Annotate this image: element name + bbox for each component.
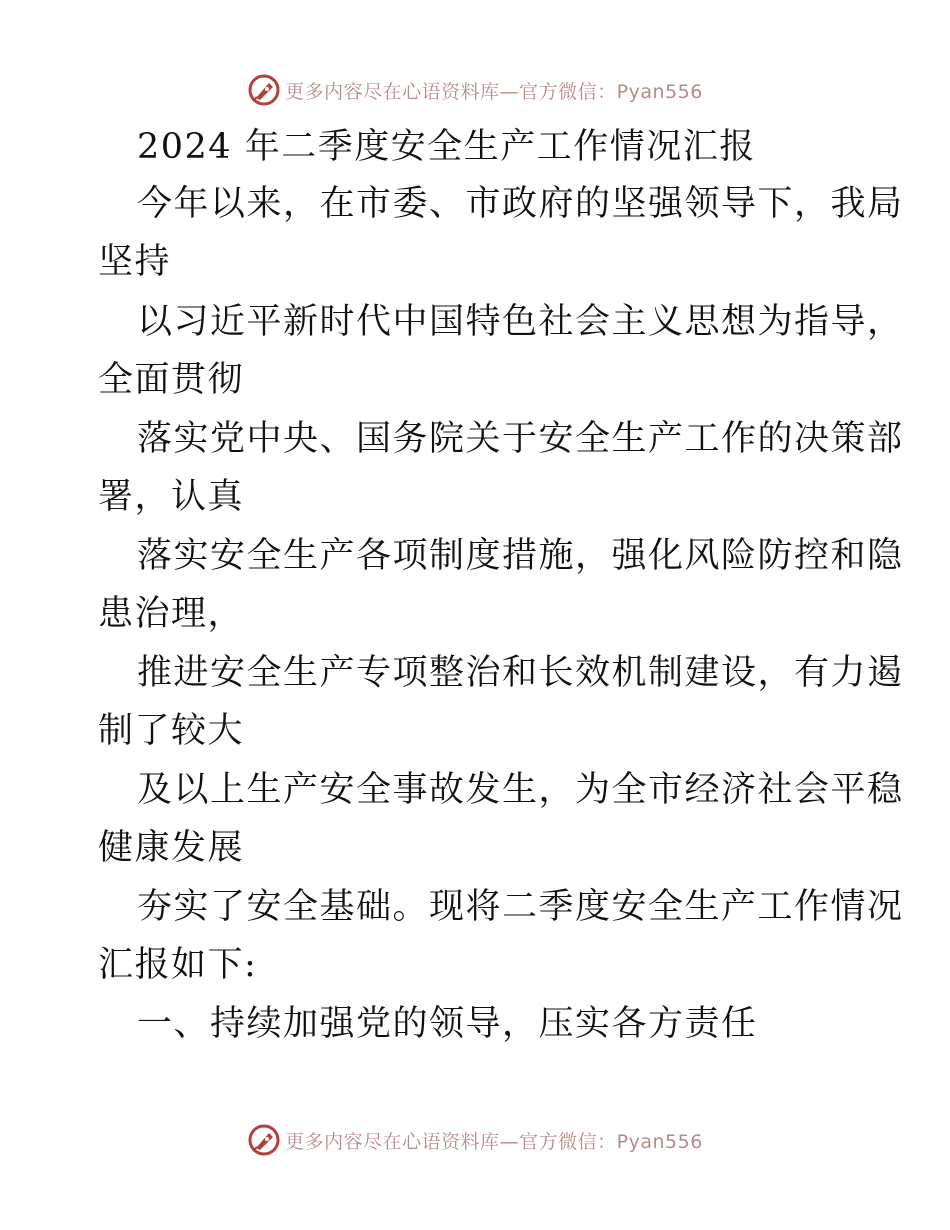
pen-nib-logo-icon <box>247 73 281 107</box>
paragraph-line: 健康发展 <box>98 828 245 868</box>
paragraph-line: 全面贯彻 <box>98 360 245 400</box>
paragraph-line: 及以上生产安全事故发生，为全市经济社会平稳 <box>137 770 904 810</box>
paragraph-line: 患治理， <box>98 594 245 634</box>
paragraph-line: 以习近平新时代中国特色社会主义思想为指导， <box>137 302 904 342</box>
paragraph-line: 制了较大 <box>98 711 245 751</box>
pen-nib-logo-icon <box>247 1123 281 1157</box>
paragraph-line: 落实安全生产各项制度措施，强化风险防控和隐 <box>137 536 904 576</box>
paragraph-line: 汇报如下: <box>98 945 258 985</box>
footer-watermark <box>0 1120 950 1160</box>
paragraph-line: 推进安全生产专项整治和长效机制建设，有力遏 <box>137 653 904 693</box>
paragraph-line: 落实党中央、国务院关于安全生产工作的决策部 <box>137 419 904 459</box>
document-title: 2024 年二季度安全生产工作情况汇报 <box>137 127 756 167</box>
section-heading: 一、持续加强党的领导，压实各方责任 <box>137 1004 758 1044</box>
paragraph-line: 坚持 <box>98 242 172 282</box>
header-watermark <box>0 70 950 110</box>
watermark-text: 更多内容尽在心语资料库—官方微信：Pyan556 <box>285 1130 703 1153</box>
watermark-text: 更多内容尽在心语资料库—官方微信：Pyan556 <box>285 80 703 103</box>
paragraph-line: 夯实了安全基础。现将二季度安全生产工作情况 <box>137 887 904 927</box>
paragraph-line: 今年以来，在市委、市政府的坚强领导下，我局 <box>137 184 904 224</box>
paragraph-line: 署，认真 <box>98 477 245 517</box>
